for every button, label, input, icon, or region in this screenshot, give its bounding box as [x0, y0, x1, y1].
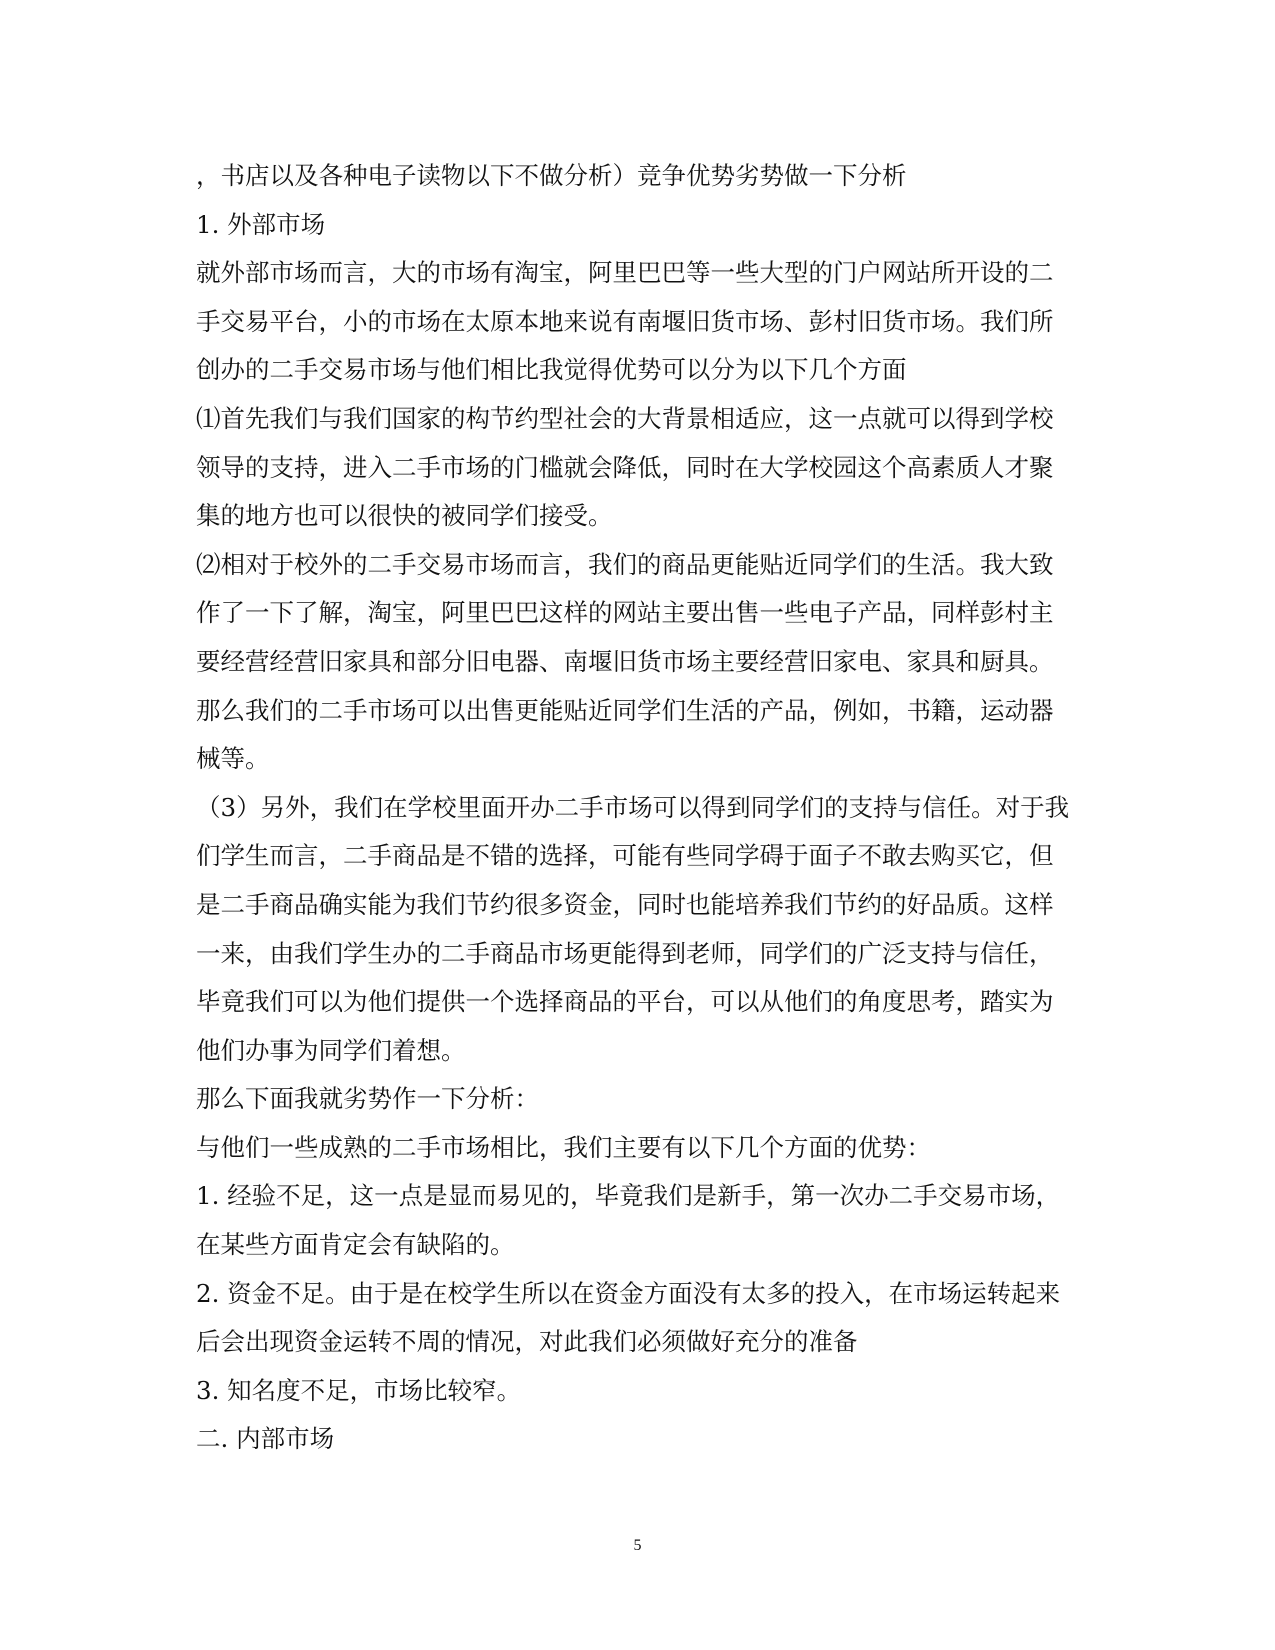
text-line: 1. 外部市场 — [196, 209, 326, 239]
text-line: 毕竟我们可以为他们提供一个选择商品的平台，可以从他们的角度思考，踏实为 — [196, 987, 1054, 1017]
text-line: 3. 知名度不足，市场比较窄。 — [196, 1375, 522, 1405]
text-line: 他们办事为同学们着想。 — [196, 1035, 466, 1065]
page-number: 5 — [633, 1537, 642, 1554]
text-line: 械等。 — [196, 744, 270, 774]
text-line: 就外部市场而言，大的市场有淘宝，阿里巴巴等一些大型的门户网站所开设的二 — [196, 258, 1054, 288]
text-line: 作了一下了解，淘宝，阿里巴巴这样的网站主要出售一些电子产品，同样彭村主 — [196, 598, 1054, 628]
text-line: 与他们一些成熟的二手市场相比，我们主要有以下几个方面的优势： — [196, 1132, 931, 1162]
text-line: （3）另外，我们在学校里面开办二手市场可以得到同学们的支持与信任。对于我 — [196, 792, 1070, 822]
text-line: 一来，由我们学生办的二手商品市场更能得到老师，同学们的广泛支持与信任， — [196, 938, 1054, 968]
text-line: 手交易平台，小的市场在太原本地来说有南堰旧货市场、彭村旧货市场。我们所 — [196, 306, 1054, 336]
text-line: 们学生而言，二手商品是不错的选择，可能有些同学碍于面子不敢去购买它，但 — [196, 841, 1054, 871]
text-line: ，书店以及各种电子读物以下不做分析）竞争优势劣势做一下分析 — [196, 161, 907, 190]
text-line: 集的地方也可以很快的被同学们接受。 — [196, 501, 613, 531]
text-line: 二. 内部市场 — [196, 1424, 335, 1454]
text-line: 创办的二手交易市场与他们相比我觉得优势可以分为以下几个方面 — [196, 355, 907, 385]
text-line: 是二手商品确实能为我们节约很多资金，同时也能培养我们节约的好品质。这样 — [196, 889, 1054, 919]
text-line: ⑵相对于校外的二手交易市场而言，我们的商品更能贴近同学们的生活。我大致 — [196, 549, 1054, 579]
text-line: 领导的支持，进入二手市场的门槛就会降低，同时在大学校园这个高素质人才聚 — [196, 452, 1054, 482]
text-line: 那么我们的二手市场可以出售更能贴近同学们生活的产品，例如，书籍，运动器 — [196, 695, 1054, 725]
text-line: 1. 经验不足，这一点是显而易见的，毕竟我们是新手，第一次办二手交易市场， — [196, 1181, 1061, 1211]
text-line: 后会出现资金运转不周的情况，对此我们必须做好充分的准备 — [196, 1327, 858, 1357]
text-line: 那么下面我就劣势作一下分析： — [196, 1084, 539, 1114]
text-line: 要经营经营旧家具和部分旧电器、南堰旧货市场主要经营旧家电、家具和厨具。 — [196, 646, 1054, 676]
document-body — [196, 152, 1096, 1464]
text-line: 在某些方面肯定会有缺陷的。 — [196, 1230, 515, 1260]
text-line: ⑴首先我们与我们国家的构节约型社会的大背景相适应，这一点就可以得到学校 — [196, 403, 1054, 433]
text-line: 2. 资金不足。由于是在校学生所以在资金方面没有太多的投入，在市场运转起来 — [196, 1278, 1061, 1308]
